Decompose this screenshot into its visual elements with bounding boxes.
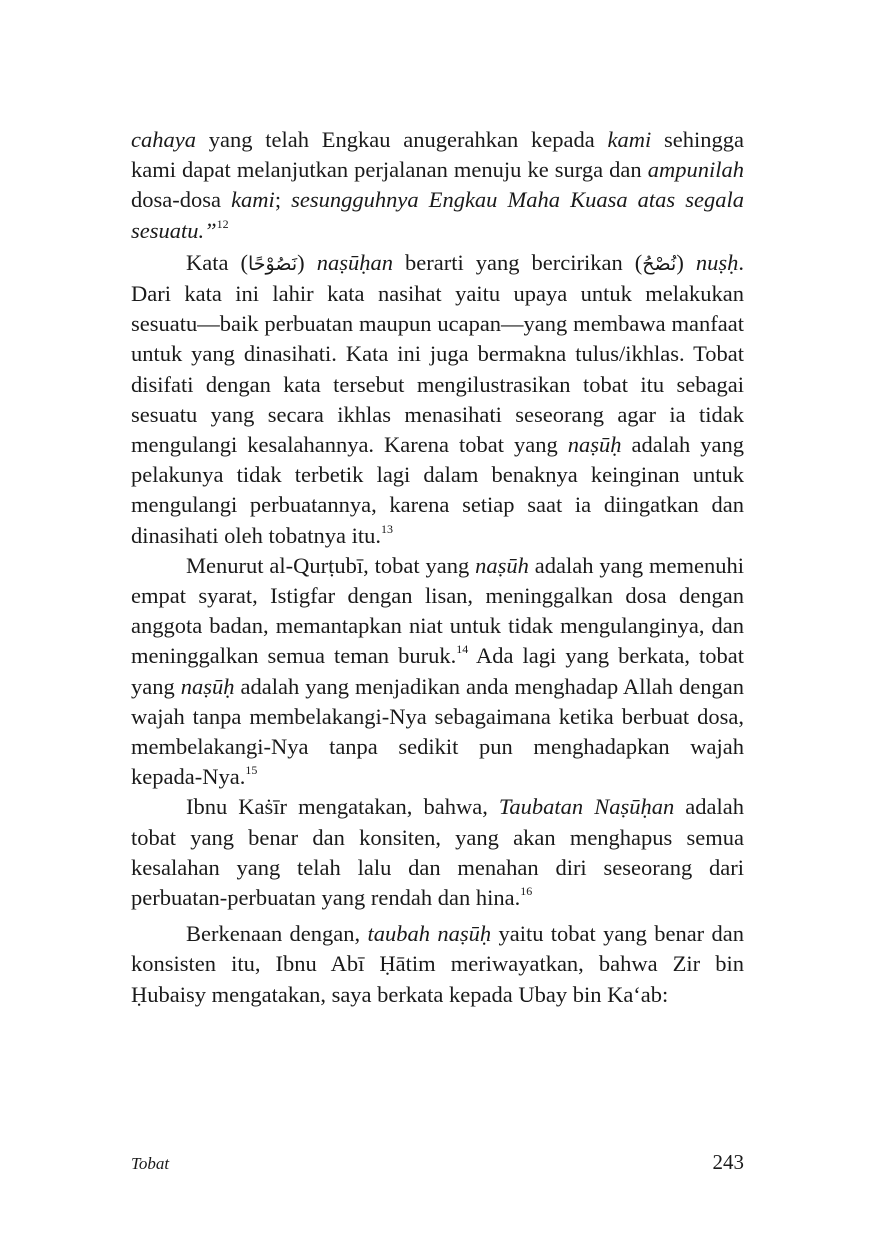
text-span: dosa-dosa — [131, 187, 232, 213]
text-span: kami — [607, 127, 652, 152]
text-span: naṣūh — [475, 552, 529, 578]
paragraph-5 — [131, 919, 744, 1010]
footnote-ref-14[interactable]: 14 — [456, 642, 469, 657]
footnote-ref-13[interactable]: 13 — [380, 521, 393, 536]
text-span: Ibnu Kaṡīr mengatakan, bahwa, — [186, 794, 499, 820]
text-span: adalah yang pelakunya tidak terbetik lagi dalam benaknya keinginan untuk mengulangi perbuatannya, karena setiap saat ia diingatkan dan dinasihati oleh tobatnya itu. — [131, 432, 744, 548]
text-span: kami — [231, 187, 275, 213]
text-span: ampunilah — [647, 157, 744, 183]
paragraph-2 — [131, 248, 744, 551]
text-span: cahaya — [131, 127, 196, 152]
page-number: 243 — [712, 1150, 744, 1174]
footnote-ref-16[interactable]: 16 — [520, 884, 533, 899]
text-span: ) — [676, 249, 696, 275]
text-span: Menurut al-Qurṭubī, tobat yang — [186, 552, 476, 578]
footnote-ref-15[interactable]: 15 — [245, 763, 258, 778]
text-span: Ada lagi yang berkata, tobat yang — [131, 643, 744, 699]
paragraph-4 — [131, 792, 744, 913]
text-span: yang telah Engkau anugerahkan kepada — [195, 127, 608, 152]
arabic-term: نُصْحُ — [642, 252, 677, 275]
text-span: sehingga kami dapat melanjutkan perjalanan menuju ke surga dan — [131, 127, 745, 183]
footnote-ref-12[interactable]: 12 — [216, 216, 229, 231]
text-span: ; — [274, 187, 292, 213]
text-span: berarti yang bercirikan ( — [392, 249, 643, 275]
text-span: naṣūḥ — [567, 432, 622, 458]
text-span: Kata ( — [186, 249, 249, 275]
text-span: naṣūḥan — [316, 249, 393, 275]
text-span: sesungguhnya Engkau Maha Kuasa atas segala sesuatu. — [131, 187, 744, 243]
arabic-term: نَصُوْحًا — [248, 252, 298, 275]
text-span: ” — [204, 217, 217, 243]
page-footer — [131, 1150, 744, 1175]
text-span: nuṣḥ — [695, 249, 739, 275]
text-span: Taubatan Naṣūḥan — [498, 794, 675, 820]
text-span: taubah naṣūḥ — [367, 921, 492, 947]
page-body — [131, 125, 744, 1010]
text-span: naṣūḥ — [180, 673, 235, 699]
text-span: adalah yang memenuhi empat syarat, Istigfar dengan lisan, meninggalkan dosa dengan anggota badan, memantapkan niat untuk tidak mengulanginya, dan meninggalkan semua teman buruk. — [131, 552, 744, 669]
text-span: . Dari kata ini lahir kata nasihat yaitu upaya untuk melakukan sesuatu—baik perbuatan maupun ucapan—yang membawa manfaat untuk yang dinasihati. Kata ini juga bermakna tulus/ikhlas. Tobat disifati dengan kata tersebut mengilustrasikan tobat itu sebagai sesuatu yang secara ikhlas menasihati seseorang agar ia tidak mengulangi kesalahannya. Karena tobat yang — [131, 249, 744, 458]
text-span: adalah yang menjadikan anda menghadap Allah dengan wajah tanpa membelakangi-Nya sebagaimana ketika berbuat dosa, membelakangi-Nya tanpa sedikit pun menghadapkan wajah kepada-Nya. — [131, 673, 744, 790]
text-span: ) — [297, 249, 317, 275]
running-title: Tobat — [131, 1154, 170, 1173]
text-span: Berkenaan dengan, — [186, 921, 368, 947]
text-span: adalah tobat yang benar dan konsiten, yang akan menghapus semua kesalahan yang telah lalu dan menahan diri seseorang dari perbuatan-perbuatan yang rendah dan hina. — [131, 794, 744, 911]
paragraph-3 — [131, 551, 744, 793]
paragraph-1 — [131, 125, 744, 246]
text-span: yaitu tobat yang benar dan konsisten itu, Ibnu Abī Ḥātim meriwayatkan, bahwa Zir bin Ḥubaisy mengatakan, saya berkata kepada Ubay bin Ka‘ab: — [131, 921, 745, 1007]
